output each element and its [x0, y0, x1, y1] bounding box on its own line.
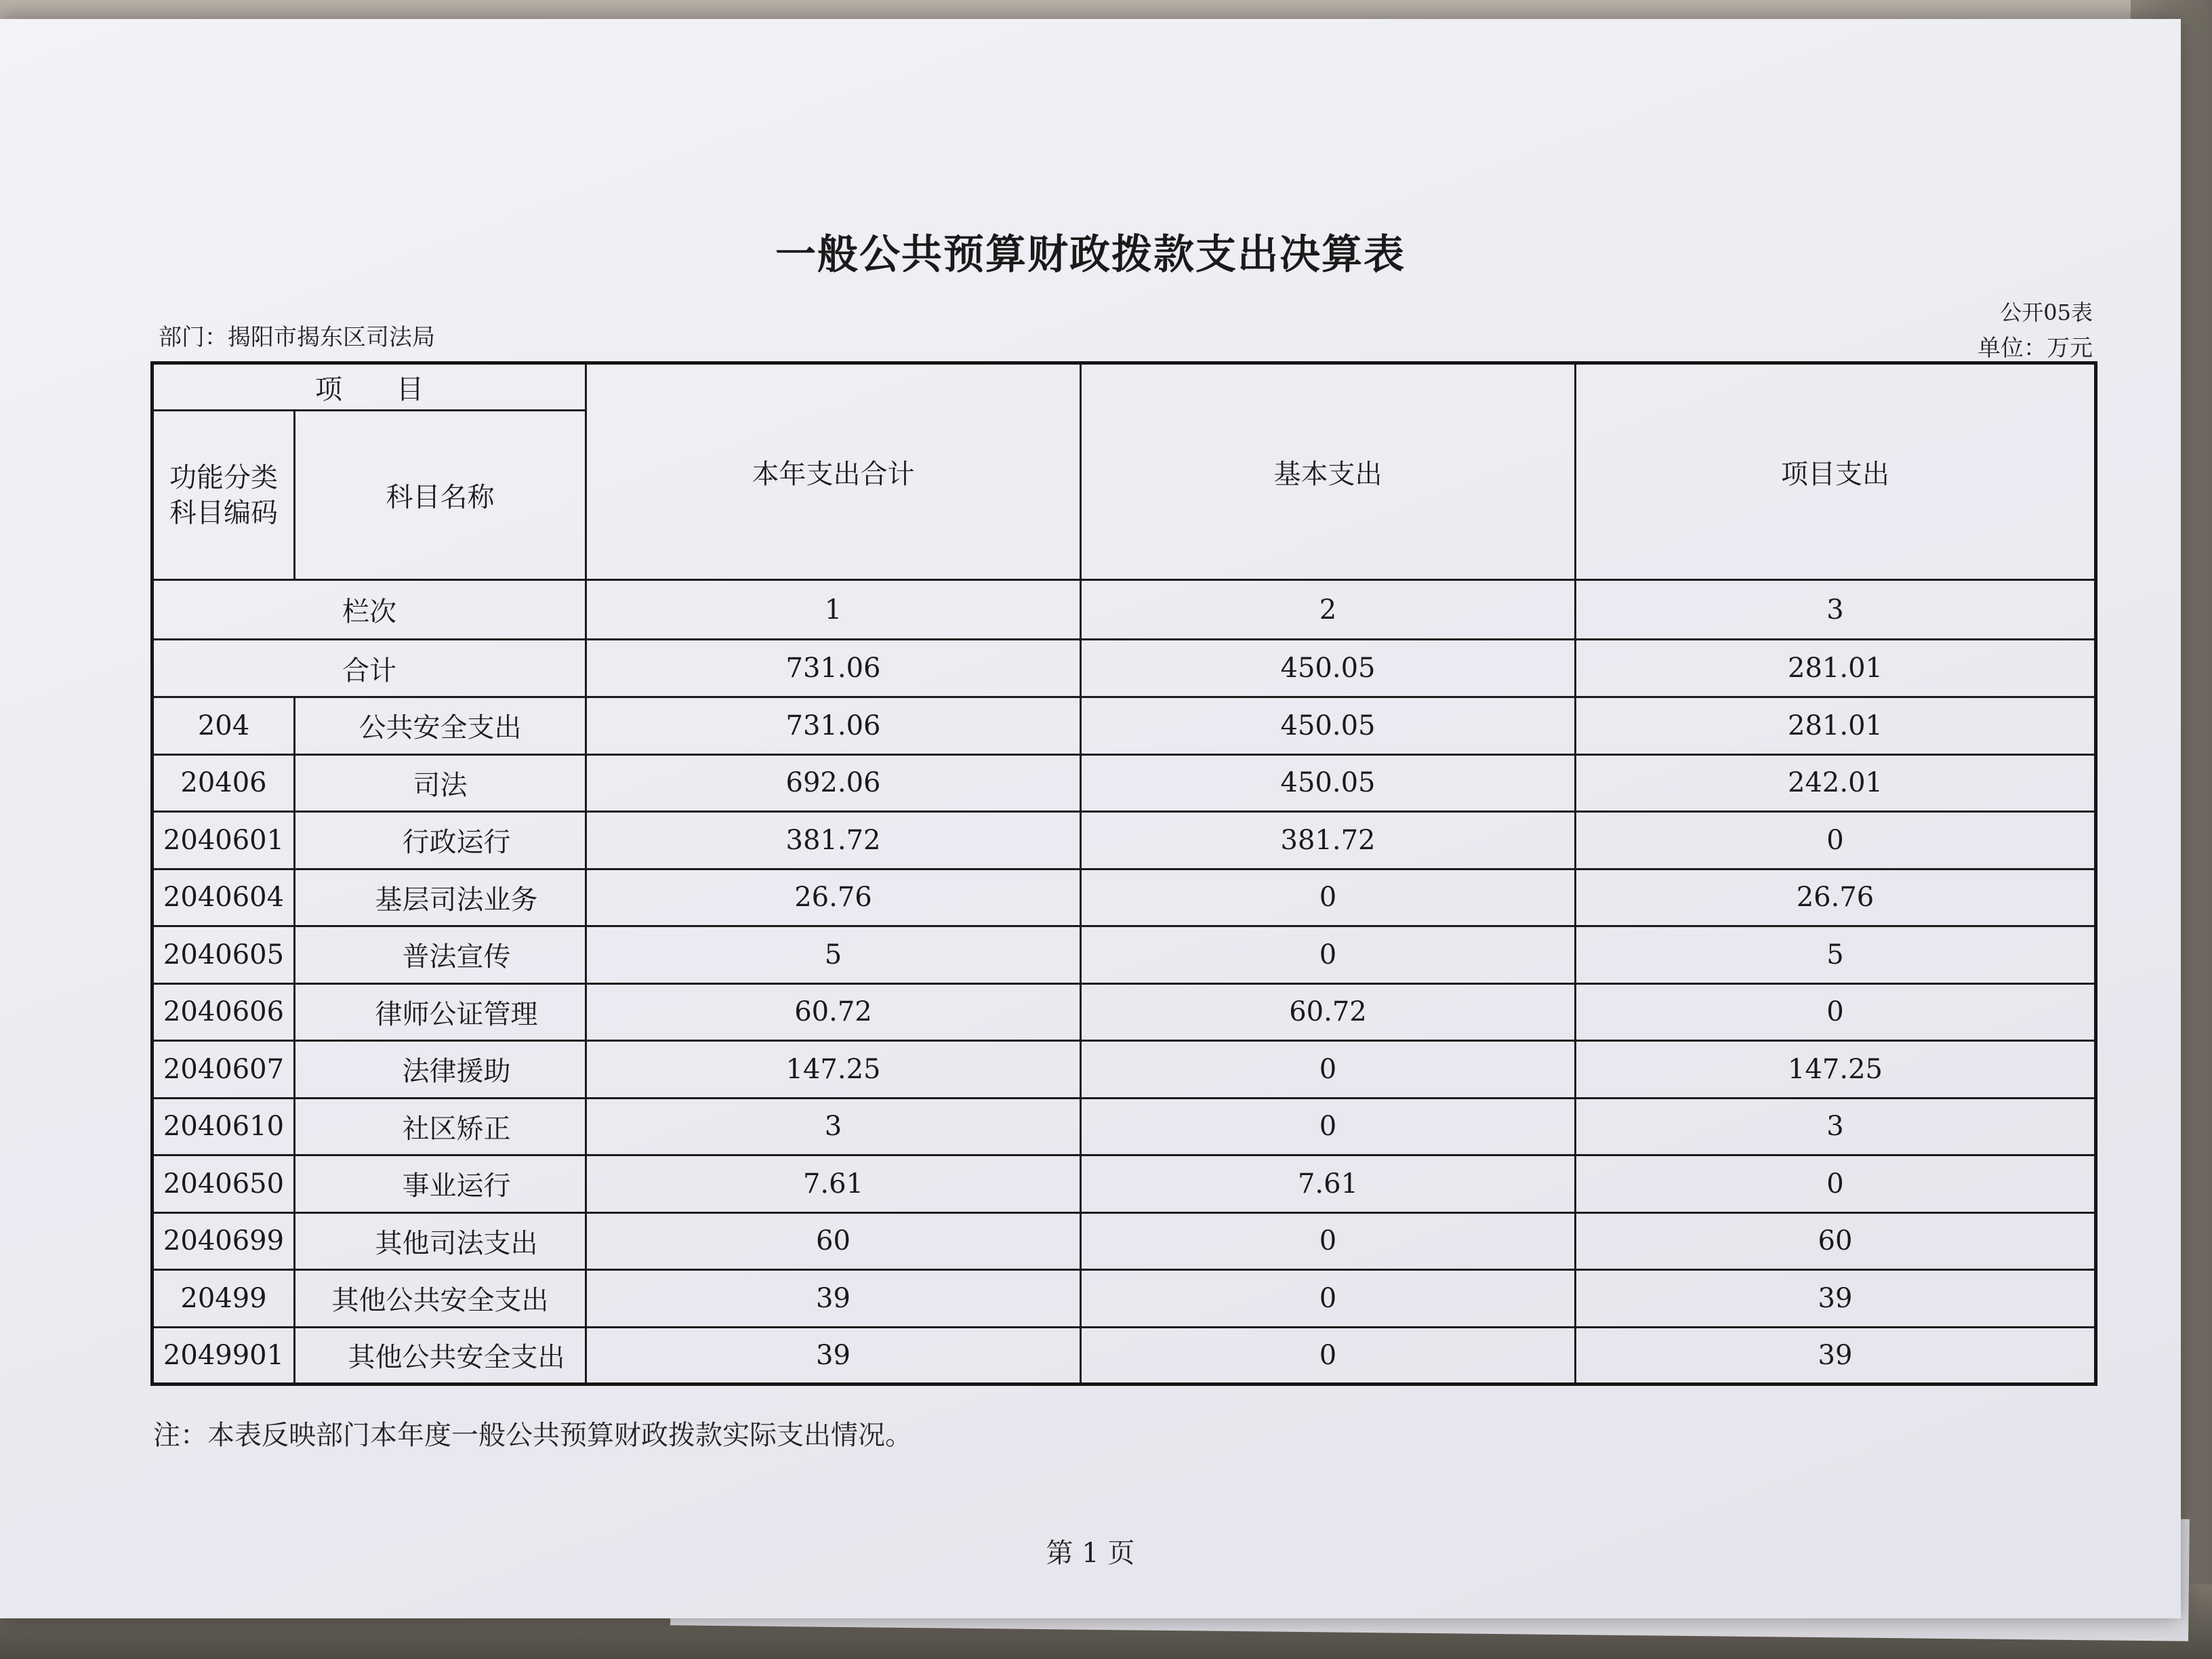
row-project: 0	[1576, 983, 2096, 1041]
sum-basic: 450.05	[1081, 640, 1576, 697]
table-row	[152, 926, 2096, 984]
row-total: 692.06	[586, 754, 1081, 812]
row-project: 0	[1576, 1155, 2096, 1213]
row-name: 行政运行	[295, 812, 586, 869]
row-code: 2040601	[152, 812, 295, 869]
row-name: 基层司法业务	[295, 869, 586, 926]
sum-label: 合计	[152, 640, 586, 697]
row-total: 39	[586, 1327, 1081, 1385]
form-number: 公开05表	[2000, 300, 2093, 325]
row-total: 731.06	[586, 697, 1081, 755]
row-name: 其他公共安全支出	[295, 1327, 586, 1385]
table-row	[152, 1327, 2096, 1385]
row-basic: 0	[1081, 1041, 1576, 1099]
row-name: 其他公共安全支出	[295, 1270, 586, 1328]
row-total: 3	[586, 1098, 1081, 1155]
row-project: 5	[1576, 926, 2096, 984]
row-project: 242.01	[1576, 754, 2096, 812]
row-name: 社区矫正	[295, 1098, 586, 1155]
row-project: 39	[1576, 1270, 2096, 1328]
table-row	[152, 1098, 2096, 1155]
sum-project: 281.01	[1576, 640, 2096, 697]
row-name: 司法	[295, 754, 586, 812]
document-page	[0, 19, 2181, 1618]
row-total: 147.25	[586, 1041, 1081, 1099]
row-name: 律师公证管理	[295, 983, 586, 1041]
row-basic: 0	[1081, 1098, 1576, 1155]
row-code: 2040610	[152, 1098, 295, 1155]
row-total: 39	[586, 1270, 1081, 1328]
col-index-2: 2	[1081, 580, 1576, 640]
row-code: 2040604	[152, 869, 295, 926]
row-basic: 60.72	[1081, 983, 1576, 1041]
department-label: 部门：揭阳市揭东区司法局	[159, 324, 435, 351]
header-item: 项 目	[152, 363, 586, 411]
row-basic: 0	[1081, 1270, 1576, 1328]
col-index-label: 栏次	[152, 580, 586, 640]
row-name: 法律援助	[295, 1041, 586, 1099]
expenditure-table	[150, 361, 2097, 1386]
row-basic: 0	[1081, 1327, 1576, 1385]
header-name: 科目名称	[295, 411, 586, 580]
table-note: 注：本表反映部门本年度一般公共预算财政拨款实际支出情况。	[153, 1420, 912, 1451]
document-title: 一般公共预算财政拨款支出决算表	[775, 231, 1406, 279]
table-row	[152, 983, 2096, 1041]
row-name: 事业运行	[295, 1155, 586, 1213]
row-project: 3	[1576, 1098, 2096, 1155]
row-total: 26.76	[586, 869, 1081, 926]
table-row	[152, 1041, 2096, 1099]
col-index-1: 1	[586, 580, 1081, 640]
row-basic: 450.05	[1081, 697, 1576, 755]
table-row	[152, 812, 2096, 869]
table-row	[152, 754, 2096, 812]
header-total: 本年支出合计	[586, 363, 1081, 580]
row-total: 381.72	[586, 812, 1081, 869]
row-project: 147.25	[1576, 1041, 2096, 1099]
row-code: 2049901	[152, 1327, 295, 1385]
row-total: 5	[586, 926, 1081, 984]
row-basic: 0	[1081, 869, 1576, 926]
row-project: 26.76	[1576, 869, 2096, 926]
row-name: 其他司法支出	[295, 1212, 586, 1270]
row-basic: 0	[1081, 1212, 1576, 1270]
row-code: 2040607	[152, 1041, 295, 1099]
header-project: 项目支出	[1576, 363, 2096, 580]
row-total: 7.61	[586, 1155, 1081, 1213]
row-code: 2040699	[152, 1212, 295, 1270]
row-basic: 7.61	[1081, 1155, 1576, 1213]
row-code: 20406	[152, 754, 295, 812]
row-project: 39	[1576, 1327, 2096, 1385]
page-number: 第 1 页	[1046, 1538, 1135, 1569]
header-code: 功能分类 科目编码	[152, 411, 295, 580]
col-index-3: 3	[1576, 580, 2096, 640]
row-project: 60	[1576, 1212, 2096, 1270]
row-total: 60.72	[586, 983, 1081, 1041]
row-project: 0	[1576, 812, 2096, 869]
row-basic: 0	[1081, 926, 1576, 984]
row-code: 2040605	[152, 926, 295, 984]
table-row	[152, 1212, 2096, 1270]
row-code: 20499	[152, 1270, 295, 1328]
row-name: 公共安全支出	[295, 697, 586, 755]
row-total: 60	[586, 1212, 1081, 1270]
table-row	[152, 869, 2096, 926]
row-code: 2040606	[152, 983, 295, 1041]
unit-label: 单位：万元	[1978, 335, 2093, 362]
header-basic: 基本支出	[1081, 363, 1576, 580]
table-row	[152, 1270, 2096, 1328]
row-basic: 381.72	[1081, 812, 1576, 869]
row-project: 281.01	[1576, 697, 2096, 755]
row-code: 204	[152, 697, 295, 755]
row-basic: 450.05	[1081, 754, 1576, 812]
sum-total: 731.06	[586, 640, 1081, 697]
table-row	[152, 1155, 2096, 1213]
row-code: 2040650	[152, 1155, 295, 1213]
row-name: 普法宣传	[295, 926, 586, 984]
table-row	[152, 697, 2096, 755]
